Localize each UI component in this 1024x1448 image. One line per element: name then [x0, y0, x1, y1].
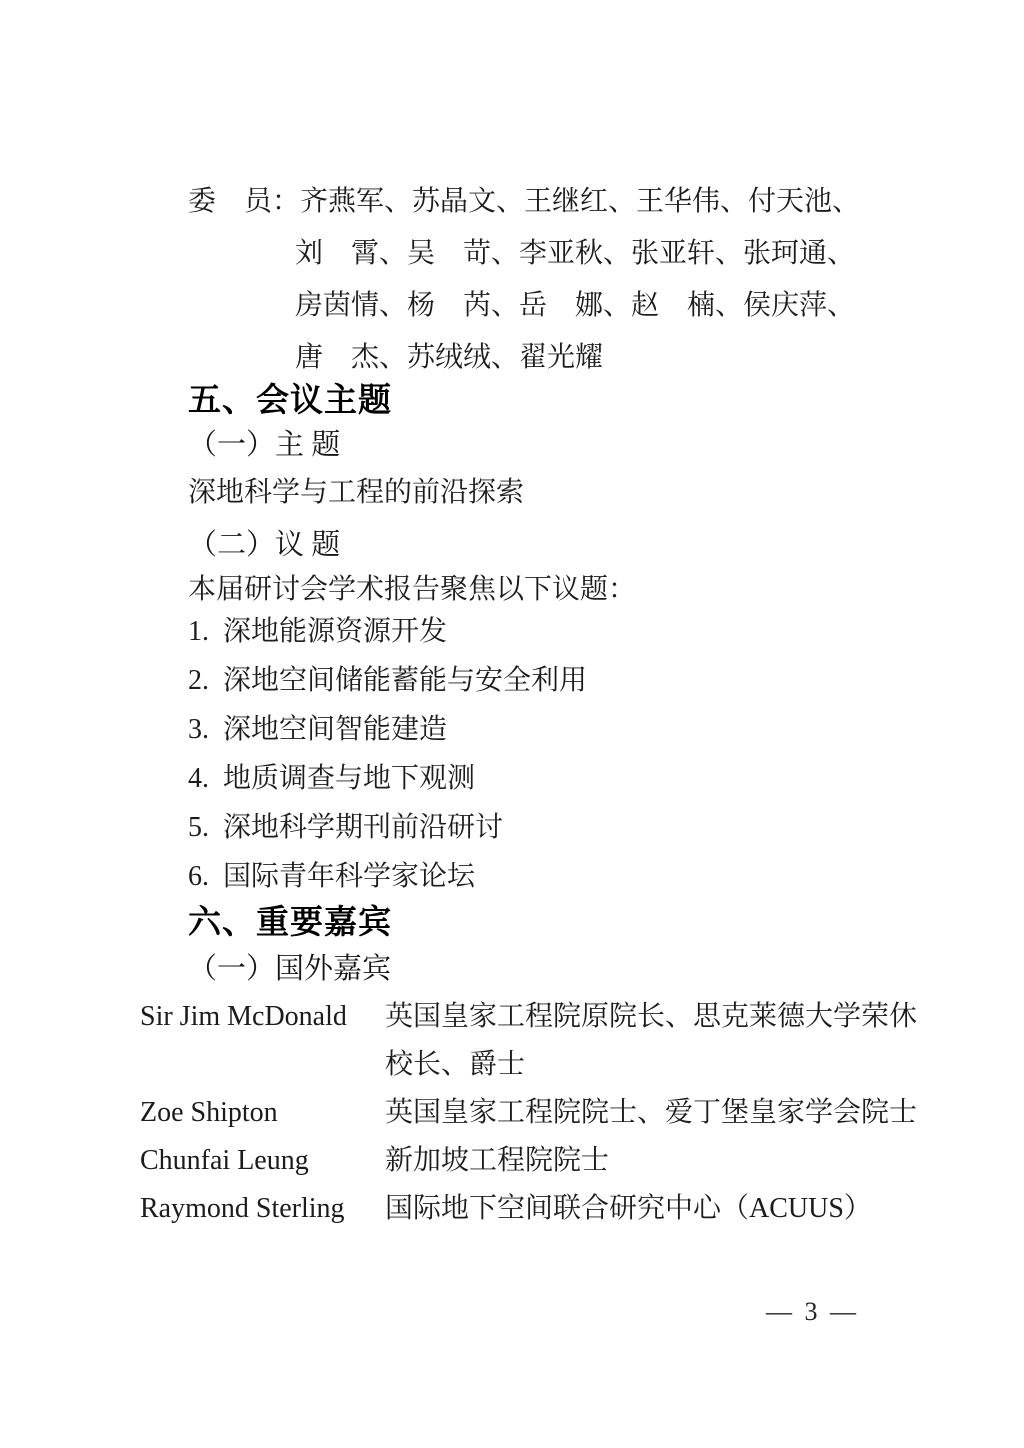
guest-row: [140, 1185, 918, 1233]
topic-item: [188, 607, 918, 656]
topic-item: [188, 705, 918, 754]
guest-name: Sir Jim McDonald: [140, 1001, 347, 1032]
section-heading-meeting-theme: 五、会议主题: [188, 381, 392, 418]
topic-number: 5.: [188, 812, 209, 843]
committee-members-line-4: 唐 杰、苏绒绒、翟光耀: [295, 342, 604, 373]
topic-text: 深地空间智能建造: [223, 714, 448, 745]
theme-text: 深地科学与工程的前沿探索: [188, 477, 525, 508]
guest-name: Raymond Sterling: [140, 1193, 345, 1224]
topics-list: [140, 607, 918, 901]
guest-row: [140, 1089, 918, 1137]
subsection-theme-label: （一）主 题: [188, 429, 341, 461]
topic-item: [188, 852, 918, 901]
page-number: — 3 —: [766, 1297, 856, 1326]
topic-text: 深地空间储能蓄能与安全利用: [223, 665, 588, 696]
topic-text: 深地科学期刊前沿研讨: [223, 812, 504, 843]
section-heading-important-guests: 六、重要嘉宾: [188, 903, 392, 940]
guest-title: 新加坡工程院院士: [385, 1145, 610, 1176]
guest-title: 英国皇家工程院原院长、思克莱德大学荣休校长、爵士: [385, 1001, 918, 1080]
topic-text: 国际青年科学家论坛: [223, 861, 476, 892]
guest-title: 英国皇家工程院院士、爱丁堡皇家学会院士: [385, 1097, 918, 1128]
topic-item: [188, 656, 918, 705]
committee-members-line-1: 齐燕军、苏晶文、王继红、王华伟、付天池、: [300, 186, 861, 217]
topic-number: 1.: [188, 616, 209, 647]
committee-line: [188, 176, 918, 228]
subsection-foreign-guests-label: （一）国外嘉宾: [188, 953, 392, 985]
topic-item: [188, 754, 918, 803]
document-body: [140, 176, 918, 1233]
topic-text: 深地能源资源开发: [223, 616, 448, 647]
topic-number: 2.: [188, 665, 209, 696]
guest-row: [140, 993, 918, 1089]
topics-intro: 本届研讨会学术报告聚焦以下议题：: [188, 574, 637, 605]
guest-name: Zoe Shipton: [140, 1097, 278, 1128]
guest-title: 国际地下空间联合研究中心（ACUUS）: [385, 1193, 872, 1224]
topic-number: 4.: [188, 763, 209, 794]
topic-number: 6.: [188, 861, 209, 892]
guest-name: Chunfai Leung: [140, 1145, 309, 1176]
topic-number: 3.: [188, 714, 209, 745]
topic-item: [188, 803, 918, 852]
guest-list: [140, 993, 918, 1233]
committee-block: [140, 176, 918, 384]
guest-row: [140, 1137, 918, 1185]
committee-members-line-3: 房茵情、杨 芮、岳 娜、赵 楠、侯庆萍、: [295, 290, 856, 321]
committee-members-line-2: 刘 霄、吴 苛、李亚秋、张亚轩、张珂通、: [295, 238, 856, 269]
subsection-topics-label: （二）议 题: [188, 529, 341, 561]
topic-text: 地质调查与地下观测: [223, 763, 476, 794]
committee-label: 委 员：: [188, 186, 301, 217]
